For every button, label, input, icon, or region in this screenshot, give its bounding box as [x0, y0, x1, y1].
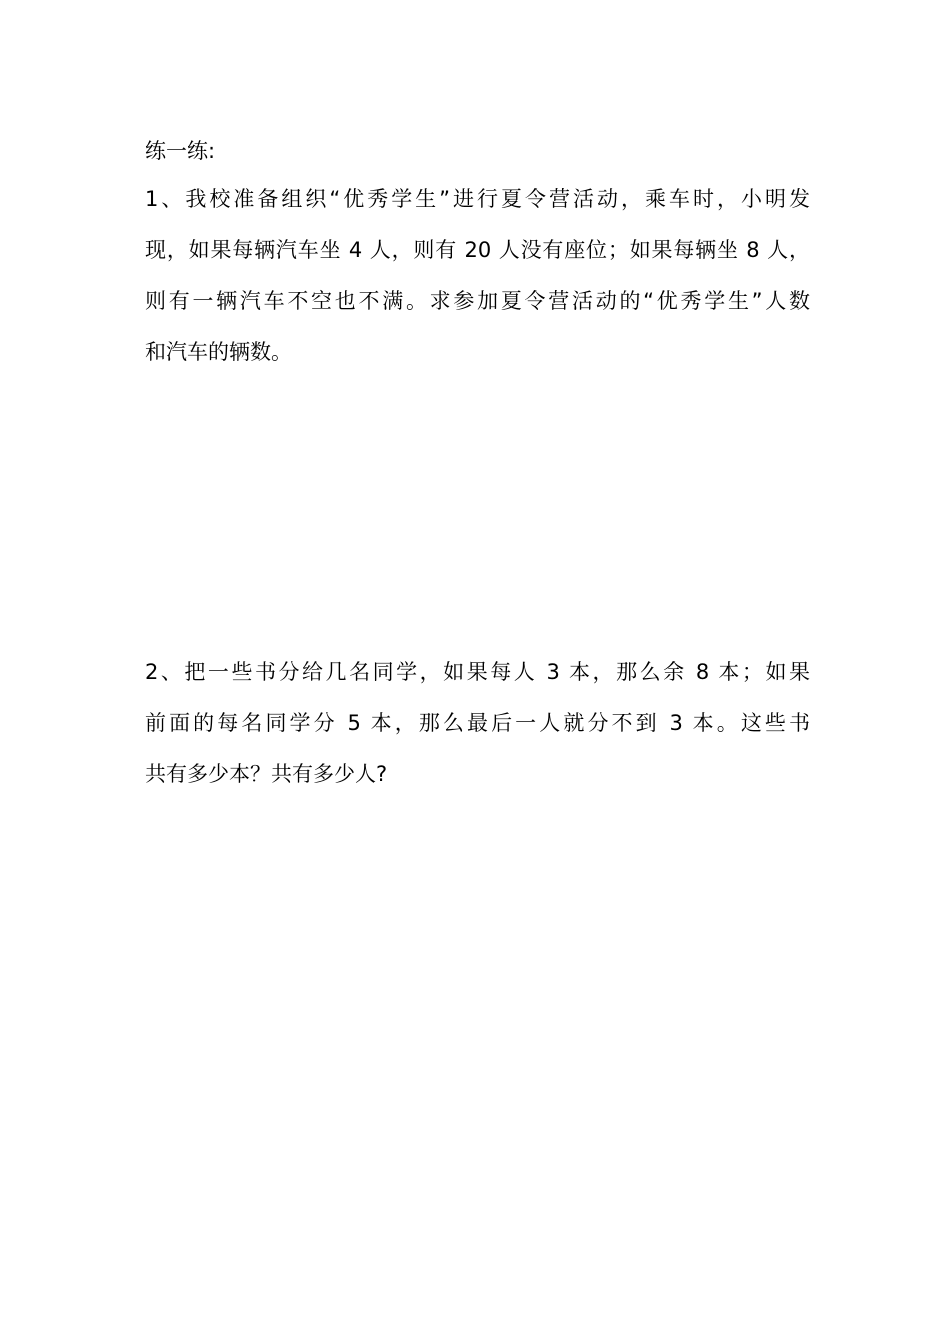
- problem-1-line-2: 现，如果每辆汽车坐 4 人，则有 20 人没有座位；如果每辆坐 8 人，: [145, 238, 810, 262]
- problem-2-line-2: 前面的每名同学分 5 本，那么最后一人就分不到 3 本。这些书: [145, 711, 810, 735]
- section-heading: 练一练:: [145, 139, 216, 163]
- problem-2: [145, 647, 810, 800]
- problem-1-line-4: 和汽车的辆数。: [145, 340, 292, 364]
- problem-1-line-1: 1、我校准备组织“优秀学生”进行夏令营活动，乘车时，小明发: [145, 187, 810, 211]
- problem-2-line-1: 2、把一些书分给几名同学，如果每人 3 本，那么余 8 本；如果: [145, 660, 810, 684]
- problem-2-line-3: 共有多少本？共有多少人?: [145, 762, 388, 786]
- problem-1-line-3: 则有一辆汽车不空也不满。求参加夏令营活动的“优秀学生”人数: [145, 289, 810, 313]
- problem-1: [145, 174, 810, 378]
